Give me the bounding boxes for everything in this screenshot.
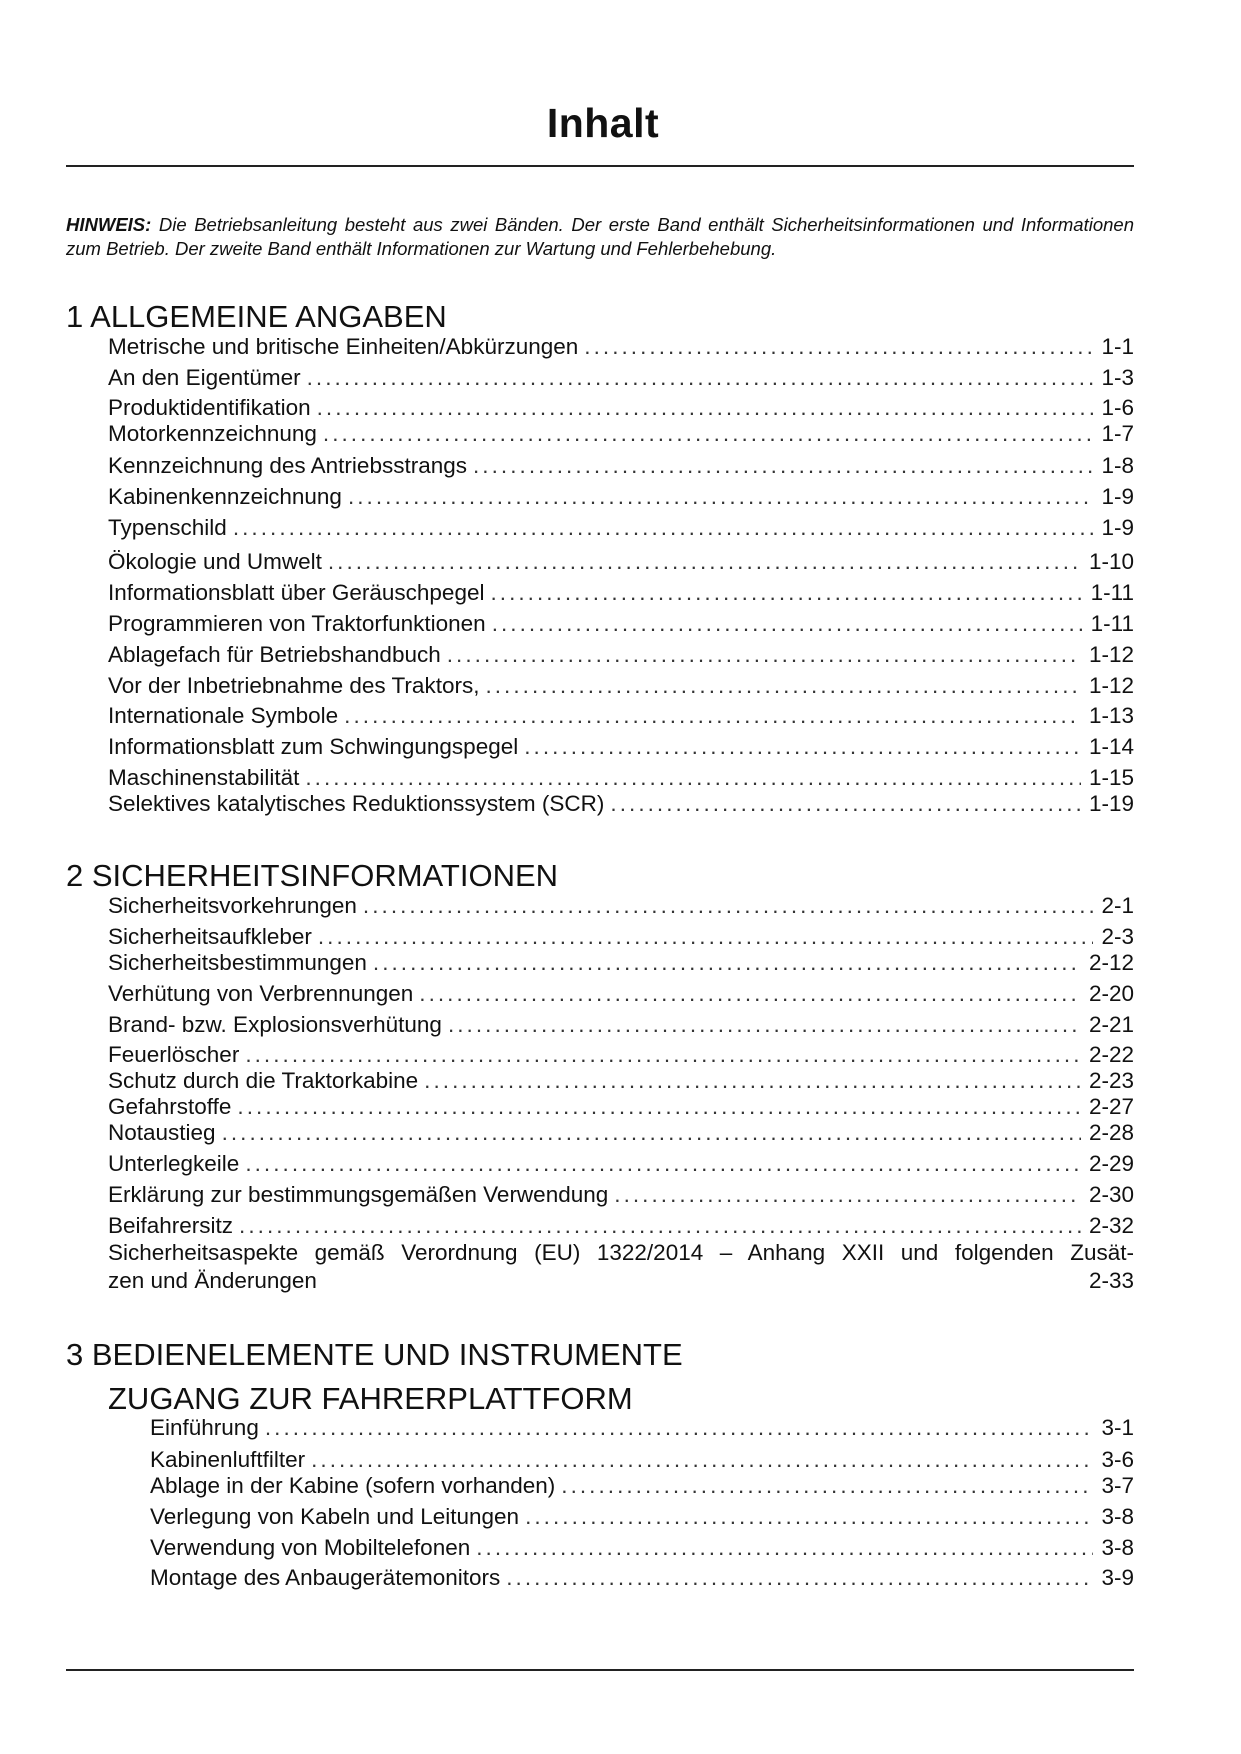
page-number: 1-1	[1101, 334, 1134, 359]
leader-dots	[419, 980, 1081, 1008]
page-number: 2-32	[1088, 1213, 1134, 1238]
page-number: 2-30	[1088, 1182, 1134, 1207]
page-number: 1-12	[1088, 673, 1134, 698]
leader-dots	[344, 702, 1081, 730]
leader-dots	[506, 1564, 1093, 1592]
entry-line-1: Sicherheitsaspekte gemäß Verordnung (EU) 1322/2014 – Anhang XXII und folgenden Zusät-	[108, 1240, 1134, 1265]
toc-entry[interactable]: Beifahrersitz . . . 2-32	[108, 1212, 1134, 1240]
page-number: 2-21	[1088, 1012, 1134, 1037]
section-heading-3: 3 BEDIENELEMENTE UND INSTRUMENTE	[66, 1337, 683, 1372]
leader-dots	[610, 790, 1081, 818]
toc-entry[interactable]: Sicherheitsbestimmungen . . . 2-12	[108, 949, 1134, 977]
toc-entry[interactable]: Informationsblatt zum Schwingungspegel . . . 1-14	[108, 733, 1134, 761]
page-number: 1-11	[1090, 611, 1134, 636]
leader-dots	[245, 1150, 1081, 1178]
page-number: 1-12	[1088, 642, 1134, 667]
page-number: 2-1	[1101, 893, 1134, 918]
page-number: 3-7	[1101, 1473, 1134, 1498]
note-label: HINWEIS:	[66, 214, 152, 235]
toc-entry[interactable]: Selektives katalytisches Reduktionssystem (SCR) . . . 1-19	[108, 790, 1134, 818]
note-paragraph	[66, 213, 1134, 261]
leader-dots	[317, 394, 1094, 422]
page-number: 1-19	[1088, 791, 1134, 816]
page-number: 2-22	[1088, 1042, 1134, 1067]
toc-entry[interactable]: Gefahrstoffe . . . 2-27	[108, 1093, 1134, 1121]
page-number: 2-23	[1088, 1068, 1134, 1093]
toc-entry[interactable]: Maschinenstabilität . . . 1-15	[108, 764, 1134, 792]
leader-dots	[237, 1093, 1081, 1121]
toc-entry[interactable]: Programmieren von Traktorfunktionen . . . 1-11	[108, 610, 1134, 638]
leader-dots	[614, 1181, 1081, 1209]
page-number: 2-27	[1088, 1094, 1134, 1119]
page-number: 1-9	[1101, 484, 1134, 509]
toc-entry[interactable]: Typenschild . . . 1-9	[108, 514, 1134, 542]
leader-dots	[265, 1414, 1094, 1442]
leader-dots	[328, 548, 1081, 576]
page-number: 1-7	[1101, 421, 1134, 446]
page-number: 2-29	[1088, 1151, 1134, 1176]
toc-entry[interactable]: Informationsblatt über Geräuschpegel . . . 1-11	[108, 579, 1134, 607]
toc-entry[interactable]: Sicherheitsaufkleber . . . 2-3	[108, 923, 1134, 951]
leader-dots	[473, 452, 1093, 480]
leader-dots	[490, 579, 1082, 607]
page-number: 2-3	[1101, 924, 1134, 949]
page-number: 1-14	[1088, 734, 1134, 759]
leader-dots	[525, 1503, 1093, 1531]
page-number: 2-12	[1088, 950, 1134, 975]
subsection-heading: ZUGANG ZUR FAHRERPLATTFORM	[108, 1381, 633, 1416]
toc-entry[interactable]: Ablage in der Kabine (sofern vorhanden) . . . 3-7	[150, 1472, 1134, 1500]
page-number: 1-10	[1088, 549, 1134, 574]
page-number: 3-1	[1101, 1415, 1134, 1440]
toc-entry[interactable]: Vor der Inbetriebnahme des Traktors, . . . 1-12	[108, 672, 1134, 700]
header-rule	[66, 165, 1134, 167]
leader-dots	[222, 1119, 1081, 1147]
page-number: 1-9	[1101, 515, 1134, 540]
footer-rule	[66, 1669, 1134, 1671]
leader-dots	[492, 610, 1083, 638]
page-number: 3-9	[1101, 1565, 1134, 1590]
leader-dots	[448, 1011, 1081, 1039]
toc-entry[interactable]: Unterlegkeile . . . 2-29	[108, 1150, 1134, 1178]
toc-entry[interactable]: Einführung . . . 3-1	[150, 1414, 1134, 1442]
leader-dots	[239, 1212, 1081, 1240]
entry-line-2: zen und Änderungen	[108, 1268, 317, 1293]
toc-entry[interactable]: Kabinenluftfilter . . . 3-6	[150, 1446, 1134, 1474]
leader-dots	[561, 1472, 1093, 1500]
toc-entry[interactable]: Brand- bzw. Explosionsverhütung . . . 2-21	[108, 1011, 1134, 1039]
leader-dots	[318, 923, 1094, 951]
toc-entry[interactable]: Ökologie und Umwelt . . . 1-10	[108, 548, 1134, 576]
section-heading-2: 2 SICHERHEITSINFORMATIONEN	[66, 858, 559, 893]
toc-entry[interactable]: Sicherheitsvorkehrungen . . . 2-1	[108, 892, 1134, 920]
leader-dots	[476, 1534, 1093, 1562]
toc-entry-multiline[interactable]	[108, 1239, 1134, 1295]
leader-dots	[307, 364, 1094, 392]
leader-dots	[524, 733, 1081, 761]
leader-dots	[373, 949, 1081, 977]
leader-dots	[424, 1067, 1081, 1095]
leader-dots	[485, 672, 1081, 700]
toc-entry[interactable]: Erklärung zur bestimmungsgemäßen Verwendung . . . 2-30	[108, 1181, 1134, 1209]
toc-entry[interactable]: Kennzeichnung des Antriebsstrangs . . . 1-8	[108, 452, 1134, 480]
toc-entry[interactable]: Verwendung von Mobiltelefonen . . . 3-8	[150, 1534, 1134, 1562]
leader-dots	[584, 333, 1093, 361]
toc-entry[interactable]: Schutz durch die Traktorkabine . . . 2-23	[108, 1067, 1134, 1095]
toc-entry[interactable]: Motorkennzeichnung . . . 1-7	[108, 420, 1134, 448]
page-number: 2-28	[1088, 1120, 1134, 1145]
leader-dots	[233, 514, 1094, 542]
toc-entry[interactable]: Kabinenkennzeichnung . . . 1-9	[108, 483, 1134, 511]
toc-entry[interactable]: Feuerlöscher . . . 2-22	[108, 1041, 1134, 1069]
leader-dots	[363, 892, 1094, 920]
leader-dots	[311, 1446, 1093, 1474]
leader-dots	[245, 1041, 1081, 1069]
page-number: 2-20	[1088, 981, 1134, 1006]
toc-entry[interactable]: Montage des Anbaugerätemonitors . . . 3-9	[150, 1564, 1134, 1592]
leader-dots	[305, 764, 1081, 792]
toc-entry[interactable]: Metrische und britische Einheiten/Abkürzungen . . . 1-1	[108, 333, 1134, 361]
toc-entry[interactable]: Produktidentifikation . . . 1-6	[108, 394, 1134, 422]
page-number: 2-33	[1088, 1268, 1134, 1293]
toc-entry[interactable]: Verlegung von Kabeln und Leitungen . . . 3-8	[150, 1503, 1134, 1531]
leader-dots	[447, 641, 1081, 669]
page-number: 3-8	[1101, 1535, 1134, 1560]
toc-entry[interactable]: An den Eigentümer . . . 1-3	[108, 364, 1134, 392]
page-number: 3-6	[1101, 1447, 1134, 1472]
toc-entry[interactable]: Verhütung von Verbrennungen . . . 2-20	[108, 980, 1134, 1008]
page-number: 1-15	[1088, 765, 1134, 790]
page-number: 1-6	[1101, 395, 1134, 420]
leader-dots	[323, 420, 1094, 448]
page-number: 1-8	[1101, 453, 1134, 478]
page-number: 1-3	[1101, 365, 1134, 390]
toc-entry[interactable]: Internationale Symbole . . . 1-13	[108, 702, 1134, 730]
page-title: Inhalt	[546, 100, 660, 146]
leader-dots	[348, 483, 1094, 511]
toc-entry[interactable]: Notaustieg . . . 2-28	[108, 1119, 1134, 1147]
toc-entry[interactable]: Ablagefach für Betriebshandbuch . . . 1-12	[108, 641, 1134, 669]
page-number: 3-8	[1101, 1504, 1134, 1529]
page-number: 1-13	[1088, 703, 1134, 728]
section-heading-1: 1 ALLGEMEINE ANGABEN	[66, 299, 447, 334]
note-text: Die Betriebsanleitung besteht aus zwei Bänden. Der erste Band enthält Sicherheitsinformationen und Informationen zum Betrieb. Der zweite Band enthält Informationen zur Wartung und Fehlerbehebung.	[66, 214, 1134, 259]
page-number: 1-11	[1090, 580, 1134, 605]
